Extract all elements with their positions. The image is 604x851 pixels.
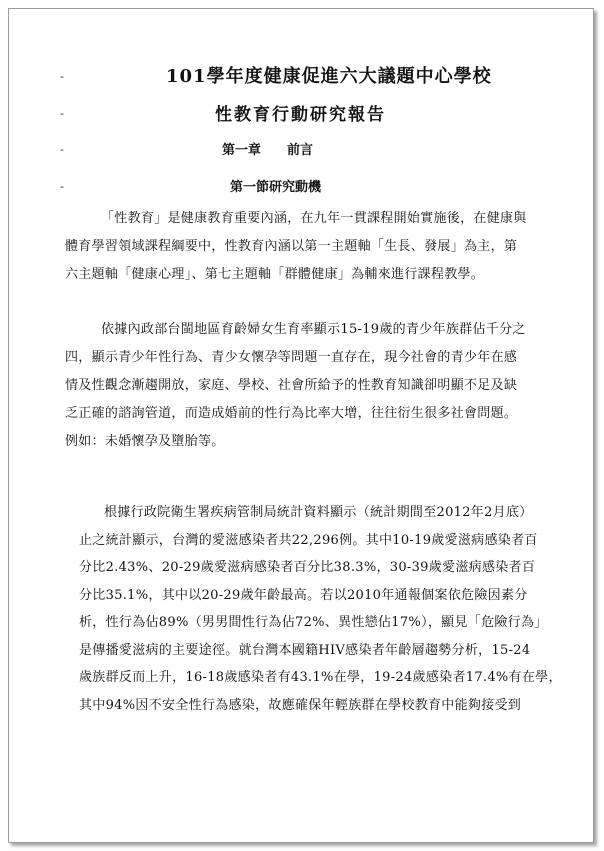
paragraph-mark: - (60, 180, 64, 193)
text-line: 情及性觀念漸趨開放，家庭、學校、社會所給予的性教育知識卻明顯不足及缺 (65, 378, 518, 393)
paragraph-mark: - (60, 143, 64, 156)
paragraph-3 (79, 499, 562, 719)
report-title-line-2: 性教育行動研究報告 (215, 105, 386, 125)
text-line: 六主題軸「健康心理」、第七主題軸「群體健康」為輔來進行課程教學。 (65, 267, 485, 282)
text-line: 止之統計顯示，台灣的愛滋感染者共22,296例。其中10-19歲愛滋病感染者百 (79, 532, 538, 548)
text-line: 乏正確的諮詢管道，而造成婚前的性行為比率大增，往往衍生很多社會問題。 (65, 406, 518, 421)
text-line: 根據行政院衛生署疾病管制局統計資料顯示（統計期間至2012年2月底） (104, 505, 533, 520)
paragraph-1 (65, 205, 527, 289)
paragraph-mark: - (60, 107, 64, 120)
section-heading: 第一節研究動機 (230, 180, 322, 195)
text-line: 是傳播愛滋病的主要途徑。就台灣本國籍HIV感染者年齡層趨勢分析，15-24 (79, 642, 531, 658)
text-line: 例如：未婚懷孕及墮胎等。 (65, 434, 225, 449)
chapter-number: 第一章 (222, 143, 262, 158)
chapter-heading (222, 139, 313, 158)
text-line: 其中94%因不安全性行為感染，故應確保年輕族群在學校教育中能夠接受到 (79, 697, 522, 713)
paragraph-2 (65, 316, 526, 456)
text-line: 分比35.1%，其中以20-29歲年齡最高。若以2010年通報個案依危險因素分 (79, 587, 528, 603)
paragraph-mark: - (60, 70, 64, 83)
text-line: 四，顯示青少年性行為、青少女懷孕等問題一直存在，現今社會的青少年在感 (65, 350, 518, 365)
text-line: 析，性行為佔89%（男男間性行為佔72%、異性戀佔17%），顯見「危險行為」 (79, 615, 548, 630)
chapter-title: 前言 (287, 143, 314, 158)
text-line: 依據內政部台閩地區育齡婦女生育率顯示15-19歲的青少年族群佔千分之 (101, 322, 526, 337)
text-line: 歲族群反而上升，16-18歲感染者有43.1%在學，19-24歲感染者17.4%有在學， (79, 670, 562, 685)
text-line: 「性教育」是健康教育重要內涵，在九年一貫課程開始實施後，在健康與 (101, 211, 527, 226)
report-title-line-1: 101學年度健康促進六大議題中心學校 (166, 66, 492, 87)
text-line: 分比2.43%、20-29歲愛滋病感染者百分比38.3%，30-39歲愛滋病感染者百 (79, 560, 536, 575)
text-line: 體育學習領域課程綱要中，性教育內涵以第一主題軸「生長、發展」為主，第 (65, 239, 518, 254)
